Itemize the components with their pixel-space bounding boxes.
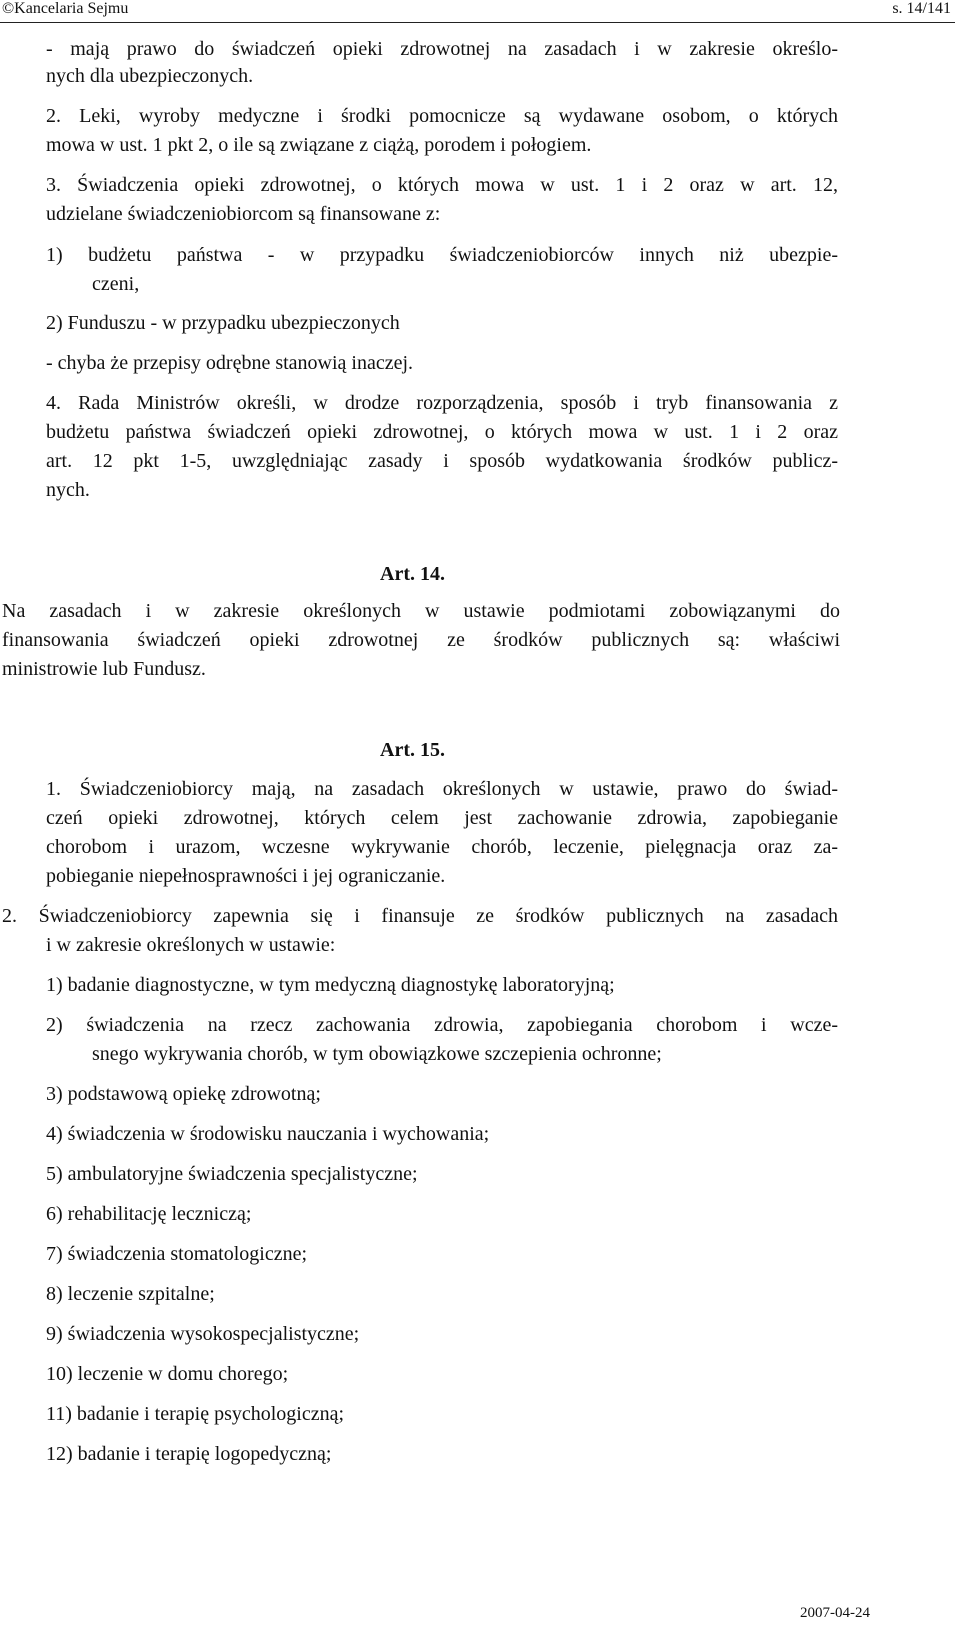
list-item: 12) badanie i terapię logopedyczną; (46, 1443, 332, 1465)
text-line: udzielane świadczeniobiorcom są finansowane z: (46, 203, 441, 225)
list-item: 11) badanie i terapię psychologiczną; (46, 1403, 345, 1425)
article-heading: Art. 15. (380, 739, 445, 761)
list-item: 3) podstawową opiekę zdrowotną; (46, 1083, 321, 1105)
text-line: budżetu państwa świadczeń opieki zdrowotnej, o których mowa w ust. 1 i 2 oraz (46, 421, 838, 443)
text-line: 3. Świadczenia opieki zdrowotnej, o których mowa w ust. 1 i 2 oraz w art. 12, (46, 174, 838, 196)
text-line: - mają prawo do świadczeń opieki zdrowotnej na zasadach i w zakresie określo- (46, 38, 838, 60)
list-item: 5) ambulatoryjne świadczenia specjalistyczne; (46, 1163, 418, 1185)
text-line: mowa w ust. 1 pkt 2, o ile są związane z ciążą, porodem i połogiem. (46, 134, 592, 156)
text-line: nych dla ubezpieczonych. (46, 65, 254, 87)
list-item-continuation: snego wykrywania chorób, w tym obowiązkowe szczepienia ochronne; (92, 1043, 662, 1065)
text-line: pobieganie niepełnosprawności i jej ograniczanie. (46, 865, 446, 887)
list-item: 8) leczenie szpitalne; (46, 1283, 215, 1305)
list-item: 2) świadczenia na rzecz zachowania zdrowia, zapobiegania chorobom i wcze- (46, 1014, 838, 1036)
text-line: chorobom i urazom, wczesne wykrywanie chorób, leczenie, pielęgnacja oraz za- (46, 836, 838, 858)
copyright-label: ©Kancelaria Sejmu (2, 0, 129, 17)
footer-date: 2007-04-24 (800, 1605, 870, 1621)
text-line: art. 12 pkt 1-5, uwzględniając zasady i sposób wydatkowania środków publicz- (46, 450, 838, 472)
text-line: czeń opieki zdrowotnej, których celem jest zachowanie zdrowia, zapobieganie (46, 807, 838, 829)
list-item: 2) Funduszu - w przypadku ubezpieczonych (46, 312, 400, 334)
text-line: 1. Świadczeniobiorcy mają, na zasadach określonych w ustawie, prawo do świad- (46, 778, 838, 800)
text-line: ministrowie lub Fundusz. (2, 658, 206, 680)
article-heading: Art. 14. (380, 563, 445, 585)
text-line: finansowania świadczeń opieki zdrowotnej ze środków publicznych są: właściwi (2, 629, 840, 651)
text-line: Na zasadach i w zakresie określonych w ustawie podmiotami zobowiązanymi do (2, 600, 840, 622)
text-line: 2. Leki, wyroby medyczne i środki pomocnicze są wydawane osobom, o których (46, 105, 838, 127)
text-line: 4. Rada Ministrów określi, w drodze rozporządzenia, sposób i tryb finansowania z (46, 392, 838, 414)
page-header (0, 0, 955, 23)
text-line: 2. Świadczeniobiorcy zapewnia się i finansuje ze środków publicznych na zasadach (2, 905, 838, 927)
page-number: s. 14/141 (892, 0, 951, 17)
list-item: 4) świadczenia w środowisku nauczania i wychowania; (46, 1123, 490, 1145)
list-item: 1) badanie diagnostyczne, w tym medyczną diagnostykę laboratoryjną; (46, 974, 615, 996)
list-item: 7) świadczenia stomatologiczne; (46, 1243, 308, 1265)
list-item: 6) rehabilitację leczniczą; (46, 1203, 252, 1225)
list-item: 1) budżetu państwa - w przypadku świadczeniobiorców innych niż ubezpie- (46, 244, 838, 266)
text-line: - chyba że przepisy odrębne stanowią inaczej. (46, 352, 414, 374)
list-item: 9) świadczenia wysokospecjalistyczne; (46, 1323, 360, 1345)
list-item: 10) leczenie w domu chorego; (46, 1363, 289, 1385)
text-line: i w zakresie określonych w ustawie: (46, 934, 336, 956)
list-item-continuation: czeni, (92, 273, 140, 295)
text-line: nych. (46, 479, 90, 501)
